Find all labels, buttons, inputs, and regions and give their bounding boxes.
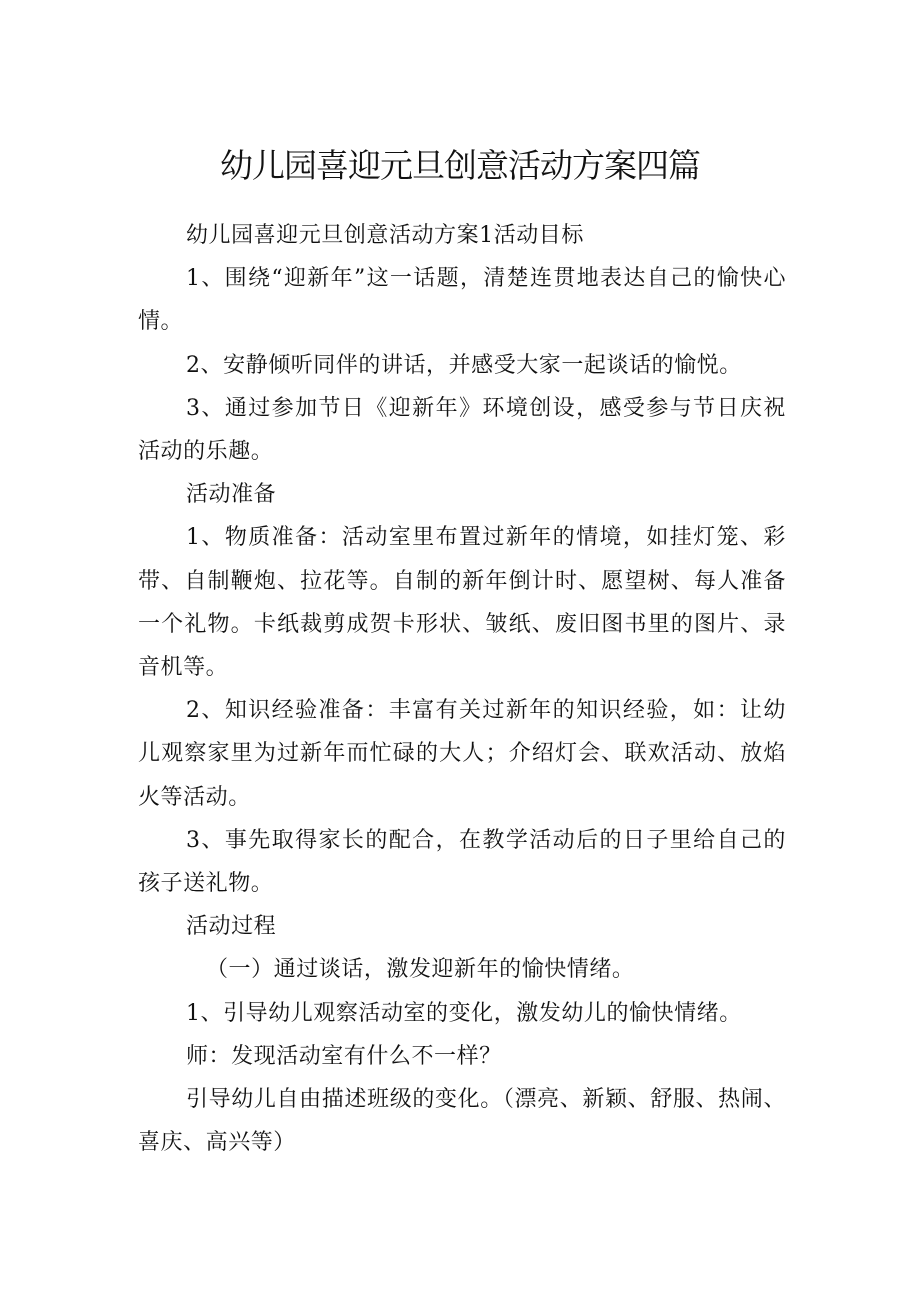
paragraph-goal-1: 1、围绕“迎新年”这一话题，清楚连贯地表达自己的愉快心情。 [138, 266, 786, 335]
paragraph-goal-3: 3、通过参加节日《迎新年》环境创设，感受参与节日庆祝活动的乐趣。 [138, 395, 786, 465]
paragraph-goal-2: 2、安静倾听同伴的讲话，并感受大家一起谈话的愉悦。 [186, 352, 742, 378]
paragraph-teacher-question: 师：发现活动室有什么不一样？ [186, 1043, 502, 1069]
paragraph-prep-3: 3、事先取得家长的配合，在教学活动后的日子里给自己的孩子送礼物。 [138, 827, 786, 897]
paragraph-process-step-1: 1、引导幼儿观察活动室的变化，激发幼儿的愉快情绪。 [186, 1000, 742, 1026]
paragraph-prep-2: 2、知识经验准备：丰富有关过新年的知识经验，如：让幼儿观察家里为过新年而忙碌的大人；介绍灯会、联欢活动、放焰火等活动。 [138, 698, 786, 810]
paragraph-section-heading: 幼儿园喜迎元旦创意活动方案1活动目标 [186, 223, 584, 248]
document-body [138, 214, 786, 1164]
paragraph-guide-description: 引导幼儿自由描述班级的变化。（漂亮、新颖、舒服、热闹、喜庆、高兴等） [138, 1087, 786, 1156]
paragraph-prep-1: 1、物质准备：活动室里布置过新年的情境，如挂灯笼、彩带、自制鞭炮、拉花等。自制的新年倒计时、愿望树、每人准备一个礼物。卡纸裁剪成贺卡形状、皱纸、废旧图书里的图片、录音机等。 [138, 525, 786, 681]
paragraph-process-part-1: （一）通过谈话，激发迎新年的愉快情绪。 [206, 957, 635, 983]
heading-process: 活动过程 [186, 914, 277, 940]
document-title: 幼儿园喜迎元旦创意活动方案四篇 [220, 146, 700, 186]
heading-preparation: 活动准备 [186, 482, 277, 508]
